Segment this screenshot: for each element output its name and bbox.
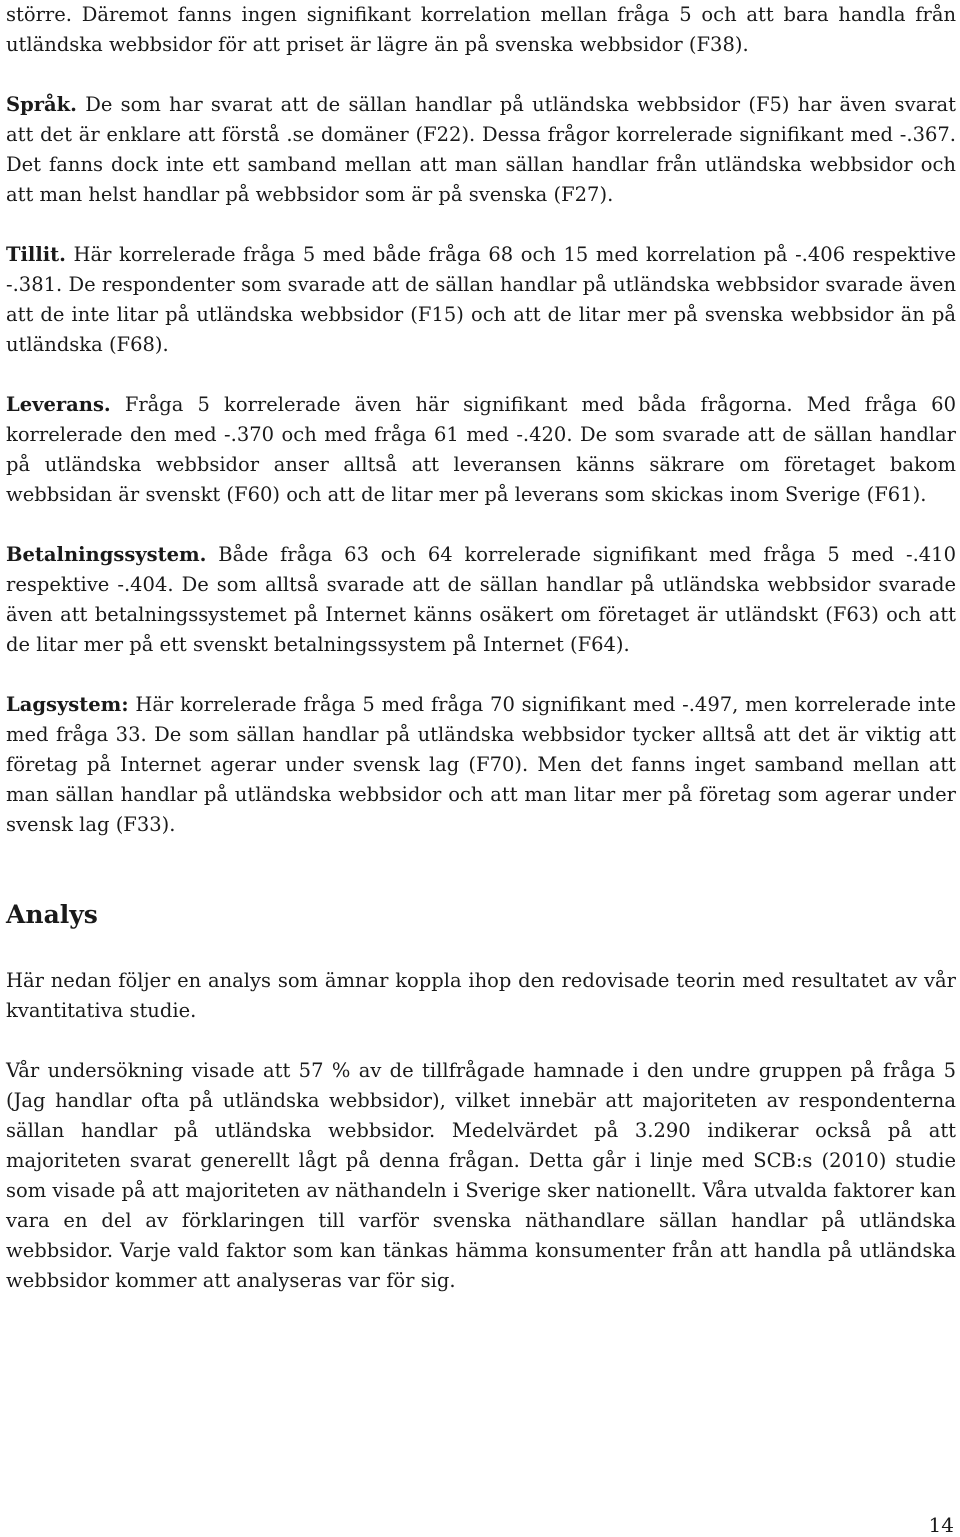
page-number: 14 xyxy=(928,1513,954,1537)
heading-sprak: Språk. xyxy=(6,93,77,116)
heading-tillit: Tillit. xyxy=(6,243,66,266)
text-leverans: Fråga 5 korrelerade även här signifikant med båda frågorna. Med fråga 60 korrelerade den med -.370 och med fråga 61 med -.420. De som svarade att de sällan handlar på utländska webbsidor anser alltså att leveransen känns säkrare om företaget bakom webbsidan är svenskt (F60) och att de litar mer på leverans som skickas inom Sverige (F61). xyxy=(6,393,956,506)
paragraph-analys-main: Vår undersökning visade att 57 % av de tillfrågade hamnade i den undre gruppen på fråga 5 (Jag handlar ofta på utländska webbsidor), vilket innebär att majoriteten av respondenterna sällan handlar på utländska webbsidor. Medelvärdet på 3.290 indikerar också på att majoriteten svarat generellt lågt på denna frågan. Detta går i linje med SCB:s (2010) studie som visade på att majoriteten av näthandeln i Sverige sker nationellt. Våra utvalda faktorer kan vara en del av förklaringen till varför svenska näthandlare sällan handlar på utländska webbsidor. Varje vald faktor som kan tänkas hämma konsumenter från att handla på utländska webbsidor kommer att analyseras var för sig. xyxy=(6,1059,957,1292)
paragraph-lagsystem xyxy=(6,690,956,840)
text-sprak: De som har svarat att de sällan handlar på utländska webbsidor (F5) har även svarat att det är enklare att förstå .se domäner (F22). Dessa frågor korrelerade signifikant med -.367. Det fanns dock inte ett samband mellan att man sällan handlar från utländska webbsidor och att man helst handlar på webbsidor som är på svenska (F27). xyxy=(6,93,956,206)
paragraph-leverans xyxy=(6,390,956,510)
paragraph-sprak xyxy=(6,90,956,210)
section-heading-analys: Analys xyxy=(6,900,98,929)
heading-leverans: Leverans. xyxy=(6,393,111,416)
text-tillit: Här korrelerade fråga 5 med både fråga 68 och 15 med korrelation på -.406 respektive -.381. De respondenter som svarade att de sällan handlar på utländska webbsidor svarade även att de inte litar på utländska webbsidor (F15) och att de litar mer på svenska webbsidor än på utländska (F68). xyxy=(6,243,956,356)
paragraph-tillit xyxy=(6,240,956,360)
paragraph-analys-intro: Här nedan följer en analys som ämnar koppla ihop den redovisade teorin med resultatet av vår kvantitativa studie. xyxy=(6,969,956,1022)
heading-lagsystem: Lagsystem: xyxy=(6,693,129,716)
paragraph-intro: större. Däremot fanns ingen signifikant korrelation mellan fråga 5 och att bara handla från utländska webbsidor för att priset är lägre än på svenska webbsidor (F38). xyxy=(6,3,956,56)
text-lagsystem: Här korrelerade fråga 5 med fråga 70 signifikant med -.497, men korrelerade inte med fråga 33. De som sällan handlar på utländska webbsidor tycker alltså att det är viktig att företag på Internet agerar under svensk lag (F70). Men det fanns inget samband mellan att man sällan handlar på utländska webbsidor och att man litar mer på företag som agerar under svensk lag (F33). xyxy=(6,693,956,836)
document-page xyxy=(6,0,956,1296)
text-betalning: Både fråga 63 och 64 korrelerade signifikant med fråga 5 med -.410 respektive -.404. De som alltså svarade att de sällan handlar på utländska webbsidor svarade även att betalningssystemet på Internet känns osäkert om företaget är utländskt (F63) och att de litar mer på ett svenskt betalningssystem på Internet (F64). xyxy=(6,543,956,656)
paragraph-betalning xyxy=(6,540,956,660)
heading-betalning: Betalningssystem. xyxy=(6,543,207,566)
